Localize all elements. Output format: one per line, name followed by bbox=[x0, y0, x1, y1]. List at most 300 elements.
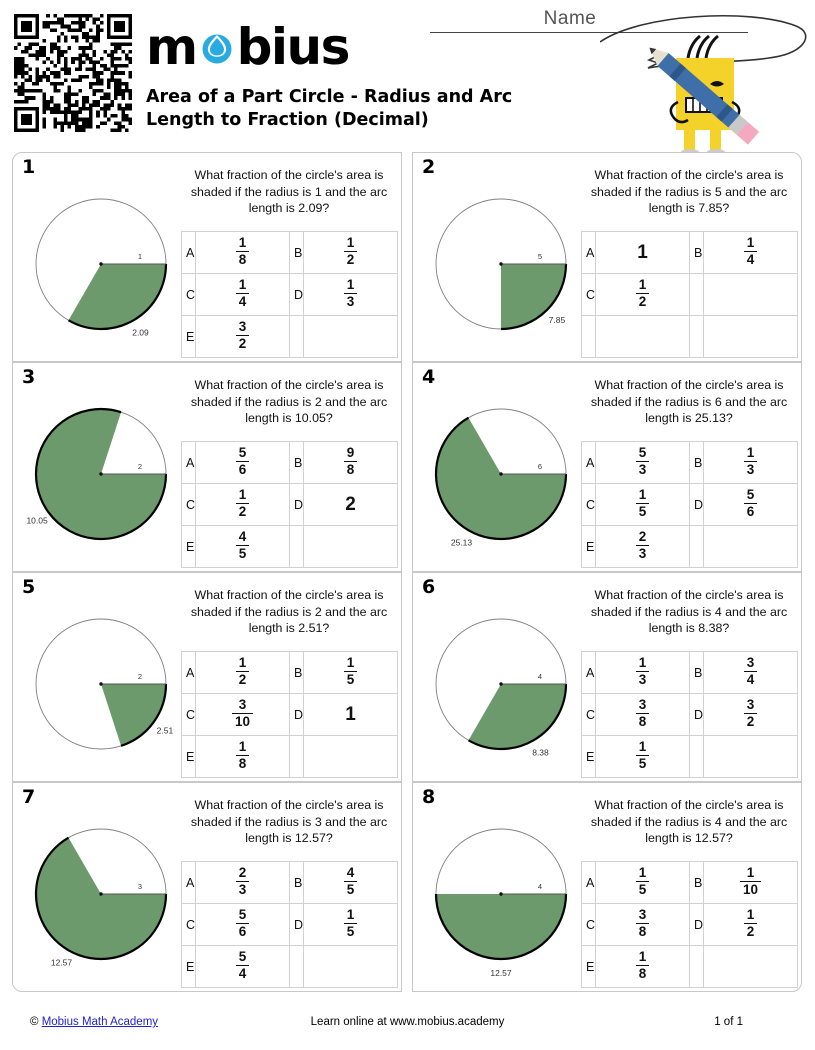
answer-value-fraction bbox=[236, 908, 250, 938]
svg-text:5: 5 bbox=[537, 252, 543, 261]
fraction-numerator: 1 bbox=[638, 277, 647, 293]
answer-option-value-C[interactable] bbox=[196, 904, 290, 946]
problem-number: 5 bbox=[22, 576, 36, 598]
answer-value-fraction bbox=[236, 446, 250, 476]
answer-value-fraction bbox=[636, 908, 650, 938]
answer-row bbox=[182, 274, 398, 316]
answer-option-value-A[interactable] bbox=[596, 442, 690, 484]
answer-value-fraction bbox=[636, 278, 650, 308]
fraction-numerator: 1 bbox=[746, 865, 755, 881]
answer-option-value-E[interactable] bbox=[596, 946, 690, 988]
answer-option-letter-D[interactable]: D bbox=[690, 694, 704, 736]
question-text: What fraction of the circle's area is shaded if the radius is 6 and the arc length is 25.13? bbox=[590, 378, 788, 425]
fraction-numerator: 3 bbox=[638, 697, 647, 713]
fraction-denominator: 8 bbox=[236, 251, 250, 267]
fraction-denominator: 2 bbox=[636, 293, 650, 309]
answer-value-fraction bbox=[236, 488, 250, 518]
problem-number: 7 bbox=[22, 786, 36, 808]
answer-row bbox=[182, 442, 398, 484]
fraction-denominator: 5 bbox=[636, 755, 650, 771]
fraction-denominator: 5 bbox=[344, 881, 358, 897]
circle-diagram bbox=[419, 169, 589, 355]
svg-text:12.57: 12.57 bbox=[50, 957, 73, 968]
answer-option-letter-D[interactable]: D bbox=[290, 904, 304, 946]
svg-text:4: 4 bbox=[537, 672, 543, 681]
circle-diagram bbox=[419, 589, 589, 775]
answer-option-empty-letter bbox=[290, 946, 304, 988]
fraction-numerator: 1 bbox=[746, 907, 755, 923]
answer-option-empty-letter bbox=[690, 316, 704, 358]
answer-option-letter-E[interactable]: E bbox=[182, 526, 196, 568]
answer-value-fraction bbox=[636, 950, 650, 980]
svg-text:3: 3 bbox=[137, 882, 143, 891]
problem-8 bbox=[412, 782, 802, 992]
answer-option-letter-B[interactable]: B bbox=[290, 232, 304, 274]
problem-number: 3 bbox=[22, 366, 36, 388]
answer-option-letter-C[interactable]: C bbox=[182, 694, 196, 736]
qr-code bbox=[14, 14, 132, 132]
answer-value-fraction bbox=[636, 656, 650, 686]
worksheet-header bbox=[0, 0, 815, 148]
answer-option-letter-B[interactable]: B bbox=[690, 652, 704, 694]
answer-option-empty-letter bbox=[582, 316, 596, 358]
answer-row bbox=[182, 316, 398, 358]
logo-text-before: m bbox=[146, 18, 197, 76]
answer-option-empty-value bbox=[704, 946, 798, 988]
problem-number: 2 bbox=[422, 156, 436, 178]
answer-options-table bbox=[581, 861, 798, 988]
answer-option-empty-value bbox=[304, 736, 398, 778]
answer-value-fraction bbox=[344, 908, 358, 938]
fraction-numerator: 4 bbox=[238, 529, 247, 545]
circle-diagram bbox=[19, 589, 189, 775]
answer-option-letter-A[interactable]: A bbox=[182, 652, 196, 694]
fraction-numerator: 1 bbox=[238, 277, 247, 293]
svg-text:10.05: 10.05 bbox=[26, 515, 48, 526]
answer-options-table bbox=[181, 861, 398, 988]
fraction-denominator: 2 bbox=[236, 335, 250, 351]
answer-value-whole: 2 bbox=[345, 493, 356, 515]
answer-option-empty-value bbox=[704, 736, 798, 778]
answer-row bbox=[182, 946, 398, 988]
question-text: What fraction of the circle's area is shaded if the radius is 4 and the arc length is 12.57? bbox=[590, 798, 788, 845]
answer-option-empty-letter bbox=[290, 736, 304, 778]
answer-option-value-C[interactable] bbox=[196, 274, 290, 316]
answer-option-letter-A[interactable]: A bbox=[582, 232, 596, 274]
fraction-numerator: 1 bbox=[638, 739, 647, 755]
fraction-numerator: 1 bbox=[746, 445, 755, 461]
answer-option-letter-D[interactable]: D bbox=[290, 484, 304, 526]
fraction-numerator: 1 bbox=[238, 487, 247, 503]
answer-value-fraction bbox=[636, 866, 650, 896]
answer-option-value-C[interactable] bbox=[596, 274, 690, 316]
fraction-denominator: 2 bbox=[236, 671, 250, 687]
answer-option-value-E[interactable] bbox=[196, 946, 290, 988]
fraction-numerator: 1 bbox=[238, 655, 247, 671]
answer-option-value-B[interactable] bbox=[704, 442, 798, 484]
answer-option-letter-C[interactable]: C bbox=[182, 274, 196, 316]
answer-option-empty-letter bbox=[690, 526, 704, 568]
answer-value-fraction bbox=[236, 866, 250, 896]
answer-option-letter-B[interactable]: B bbox=[690, 442, 704, 484]
fraction-denominator: 2 bbox=[236, 503, 250, 519]
fraction-denominator: 2 bbox=[744, 923, 758, 939]
fraction-numerator: 1 bbox=[638, 865, 647, 881]
svg-text:25.13: 25.13 bbox=[450, 537, 473, 548]
answer-option-empty-letter bbox=[690, 946, 704, 988]
fraction-numerator: 5 bbox=[238, 949, 247, 965]
fraction-denominator: 4 bbox=[236, 965, 250, 981]
answer-value-fraction bbox=[636, 740, 650, 770]
answer-value-fraction bbox=[344, 236, 358, 266]
answer-options-table bbox=[581, 651, 798, 778]
answer-row bbox=[582, 736, 798, 778]
answer-row bbox=[582, 694, 798, 736]
answer-option-empty-value bbox=[704, 316, 798, 358]
copyright-symbol: © bbox=[30, 1016, 39, 1028]
answer-option-letter-C[interactable]: C bbox=[582, 904, 596, 946]
answer-row bbox=[182, 862, 398, 904]
fraction-denominator: 4 bbox=[744, 671, 758, 687]
answer-option-empty-value bbox=[596, 316, 690, 358]
fraction-denominator: 3 bbox=[344, 293, 358, 309]
answer-option-letter-A[interactable]: A bbox=[582, 652, 596, 694]
problem-2 bbox=[412, 152, 802, 362]
fraction-numerator: 1 bbox=[346, 235, 355, 251]
answer-row bbox=[582, 904, 798, 946]
problem-number: 1 bbox=[22, 156, 36, 178]
problem-7 bbox=[12, 782, 402, 992]
fraction-denominator: 2 bbox=[344, 251, 358, 267]
problem-number: 4 bbox=[422, 366, 436, 388]
answer-value-whole: 1 bbox=[345, 703, 356, 725]
fraction-denominator: 10 bbox=[232, 713, 253, 729]
page-indicator: 1 of 1 bbox=[714, 1016, 743, 1028]
fraction-denominator: 6 bbox=[236, 923, 250, 939]
answer-option-empty-value bbox=[304, 316, 398, 358]
question-text: What fraction of the circle's area is shaded if the radius is 2 and the arc length is 10.05? bbox=[190, 378, 388, 425]
problem-3 bbox=[12, 362, 402, 572]
fraction-denominator: 5 bbox=[636, 881, 650, 897]
answer-row bbox=[182, 232, 398, 274]
answer-option-value-E[interactable] bbox=[196, 736, 290, 778]
answer-value-fraction bbox=[236, 656, 250, 686]
answer-row bbox=[182, 736, 398, 778]
answer-row bbox=[582, 946, 798, 988]
name-label: Name bbox=[543, 8, 597, 29]
problem-5 bbox=[12, 572, 402, 782]
answer-option-value-D[interactable] bbox=[304, 274, 398, 316]
answer-value-fraction bbox=[636, 446, 650, 476]
svg-text:12.57: 12.57 bbox=[490, 968, 512, 978]
answer-value-fraction bbox=[236, 530, 250, 560]
answer-row bbox=[182, 904, 398, 946]
answer-option-value-A[interactable] bbox=[596, 652, 690, 694]
page-footer bbox=[0, 1016, 815, 1036]
footer-learn-text: Learn online at www.mobius.academy bbox=[310, 1016, 505, 1028]
answer-value-fraction bbox=[344, 866, 358, 896]
question-text: What fraction of the circle's area is shaded if the radius is 5 and the arc length is 7.85? bbox=[590, 168, 788, 215]
answer-value-fraction bbox=[744, 908, 758, 938]
answer-options-table bbox=[181, 231, 398, 358]
answer-option-letter-A[interactable]: A bbox=[582, 862, 596, 904]
fraction-numerator: 2 bbox=[238, 865, 247, 881]
answer-option-letter-C[interactable]: C bbox=[182, 904, 196, 946]
answer-row bbox=[582, 232, 798, 274]
footer-copyright bbox=[30, 1016, 158, 1028]
answer-option-letter-A[interactable]: A bbox=[582, 442, 596, 484]
answer-value-fraction bbox=[636, 530, 650, 560]
answer-options-table bbox=[181, 441, 398, 568]
circle-diagram bbox=[419, 379, 589, 565]
fraction-denominator: 5 bbox=[236, 545, 250, 561]
fraction-denominator: 6 bbox=[744, 503, 758, 519]
answer-options-table bbox=[581, 441, 798, 568]
answer-option-empty-value bbox=[304, 946, 398, 988]
fraction-denominator: 5 bbox=[344, 923, 358, 939]
svg-text:8.38: 8.38 bbox=[532, 747, 549, 758]
answer-option-letter-E[interactable]: E bbox=[182, 946, 196, 988]
fraction-denominator: 6 bbox=[236, 461, 250, 477]
answer-option-value-A[interactable] bbox=[196, 652, 290, 694]
problem-1 bbox=[12, 152, 402, 362]
answer-option-letter-E[interactable]: E bbox=[582, 526, 596, 568]
answer-option-letter-C[interactable]: C bbox=[582, 274, 596, 316]
answer-options-table bbox=[581, 231, 798, 358]
answer-row bbox=[582, 274, 798, 316]
answer-row bbox=[582, 442, 798, 484]
answer-row bbox=[582, 484, 798, 526]
answer-option-value-D[interactable] bbox=[704, 694, 798, 736]
answer-option-value-C[interactable] bbox=[596, 484, 690, 526]
logo-text-after: bius bbox=[236, 18, 349, 76]
fraction-numerator: 5 bbox=[238, 907, 247, 923]
fraction-denominator: 3 bbox=[236, 881, 250, 897]
answer-value-fraction bbox=[744, 236, 758, 266]
fraction-denominator: 3 bbox=[636, 461, 650, 477]
fraction-numerator: 1 bbox=[638, 487, 647, 503]
fraction-denominator: 8 bbox=[236, 755, 250, 771]
fraction-numerator: 5 bbox=[638, 445, 647, 461]
answer-option-letter-A[interactable]: A bbox=[182, 232, 196, 274]
fraction-denominator: 5 bbox=[344, 671, 358, 687]
fraction-denominator: 3 bbox=[636, 545, 650, 561]
circle-diagram bbox=[19, 169, 189, 355]
answer-option-value-B[interactable] bbox=[304, 862, 398, 904]
answer-option-letter-E[interactable]: E bbox=[582, 946, 596, 988]
answer-value-fraction bbox=[744, 488, 758, 518]
answer-value-fraction bbox=[236, 950, 250, 980]
answer-value-fraction bbox=[744, 446, 758, 476]
answer-row bbox=[182, 652, 398, 694]
problem-4 bbox=[412, 362, 802, 572]
fraction-numerator: 1 bbox=[346, 907, 355, 923]
answer-option-value-E[interactable] bbox=[596, 526, 690, 568]
answer-option-value-D[interactable] bbox=[304, 904, 398, 946]
circle-diagram bbox=[19, 799, 189, 985]
answer-option-letter-E[interactable]: E bbox=[182, 316, 196, 358]
circle-diagram bbox=[19, 379, 189, 565]
question-text: What fraction of the circle's area is shaded if the radius is 4 and the arc length is 8.38? bbox=[590, 588, 788, 635]
answer-option-value-D[interactable] bbox=[704, 904, 798, 946]
answer-value-fraction bbox=[636, 698, 650, 728]
answer-row bbox=[182, 484, 398, 526]
fraction-denominator: 2 bbox=[744, 713, 758, 729]
fraction-numerator: 3 bbox=[238, 697, 247, 713]
answer-row bbox=[582, 526, 798, 568]
fraction-numerator: 1 bbox=[638, 949, 647, 965]
question-text: What fraction of the circle's area is shaded if the radius is 3 and the arc length is 12.57? bbox=[190, 798, 388, 845]
answer-option-value-D[interactable] bbox=[704, 484, 798, 526]
fraction-numerator: 1 bbox=[346, 277, 355, 293]
answer-value-fraction bbox=[344, 446, 358, 476]
fraction-numerator: 5 bbox=[746, 487, 755, 503]
answer-value-fraction bbox=[232, 698, 253, 728]
answer-option-value-E[interactable] bbox=[596, 736, 690, 778]
circle-diagram bbox=[419, 799, 589, 985]
answer-option-empty-value bbox=[704, 526, 798, 568]
answer-option-letter-D[interactable]: D bbox=[290, 274, 304, 316]
svg-text:2.09: 2.09 bbox=[132, 327, 149, 338]
fraction-numerator: 3 bbox=[746, 655, 755, 671]
answer-value-fraction bbox=[744, 698, 758, 728]
answer-option-value-D[interactable] bbox=[304, 484, 398, 526]
mobius-math-academy-link[interactable]: Mobius Math Academy bbox=[41, 1016, 159, 1028]
fraction-denominator: 8 bbox=[344, 461, 358, 477]
answer-option-value-D[interactable] bbox=[304, 694, 398, 736]
svg-text:4: 4 bbox=[537, 882, 543, 891]
problem-number: 6 bbox=[422, 576, 436, 598]
answer-value-fraction bbox=[236, 320, 250, 350]
fraction-denominator: 8 bbox=[636, 923, 650, 939]
fraction-denominator: 3 bbox=[636, 671, 650, 687]
fraction-denominator: 3 bbox=[744, 461, 758, 477]
answer-option-empty-letter bbox=[690, 274, 704, 316]
answer-option-value-B[interactable] bbox=[304, 442, 398, 484]
answer-option-empty-value bbox=[304, 526, 398, 568]
answer-option-letter-C[interactable]: C bbox=[582, 484, 596, 526]
answer-option-value-A[interactable] bbox=[196, 232, 290, 274]
page-title: Area of a Part Circle - Radius and Arc Length to Fraction (Decimal) bbox=[146, 87, 513, 131]
fraction-numerator: 1 bbox=[746, 235, 755, 251]
answer-option-letter-B[interactable]: B bbox=[290, 862, 304, 904]
answer-value-fraction bbox=[740, 866, 761, 896]
answer-option-value-E[interactable] bbox=[196, 526, 290, 568]
answer-value-fraction bbox=[744, 656, 758, 686]
answer-option-value-E[interactable] bbox=[196, 316, 290, 358]
logo-wordmark bbox=[146, 18, 349, 76]
answer-option-value-B[interactable] bbox=[304, 652, 398, 694]
problem-grid bbox=[12, 152, 802, 992]
answer-row bbox=[582, 652, 798, 694]
question-text: What fraction of the circle's area is shaded if the radius is 1 and the arc length is 2.09? bbox=[190, 168, 388, 215]
problem-number: 8 bbox=[422, 786, 436, 808]
answer-value-whole: 1 bbox=[637, 241, 648, 263]
answer-value-fraction bbox=[236, 278, 250, 308]
answer-option-letter-A[interactable]: A bbox=[182, 862, 196, 904]
svg-text:2: 2 bbox=[137, 672, 143, 681]
answer-option-value-A[interactable] bbox=[596, 862, 690, 904]
answer-row bbox=[182, 694, 398, 736]
fraction-numerator: 3 bbox=[746, 697, 755, 713]
svg-text:7.85: 7.85 bbox=[548, 314, 566, 325]
question-text: What fraction of the circle's area is shaded if the radius is 2 and the arc length is 2.51? bbox=[190, 588, 388, 635]
answer-option-value-C[interactable] bbox=[196, 694, 290, 736]
answer-option-empty-letter bbox=[290, 526, 304, 568]
answer-option-letter-A[interactable]: A bbox=[182, 442, 196, 484]
answer-option-value-A[interactable] bbox=[196, 862, 290, 904]
fraction-denominator: 5 bbox=[636, 503, 650, 519]
answer-value-fraction bbox=[344, 656, 358, 686]
answer-option-value-B[interactable] bbox=[304, 232, 398, 274]
answer-option-letter-B[interactable]: B bbox=[690, 862, 704, 904]
answer-option-empty-letter bbox=[690, 736, 704, 778]
svg-text:6: 6 bbox=[537, 462, 543, 471]
fraction-numerator: 1 bbox=[238, 739, 247, 755]
answer-option-empty-value bbox=[704, 274, 798, 316]
answer-option-letter-C[interactable]: C bbox=[182, 484, 196, 526]
answer-option-value-C[interactable] bbox=[596, 904, 690, 946]
answer-row bbox=[182, 526, 398, 568]
fraction-numerator: 5 bbox=[238, 445, 247, 461]
answer-option-letter-E[interactable]: E bbox=[182, 736, 196, 778]
answer-option-empty-letter bbox=[290, 316, 304, 358]
answer-option-letter-B[interactable]: B bbox=[290, 652, 304, 694]
logo-droplet-icon bbox=[198, 28, 236, 66]
answer-option-letter-B[interactable]: B bbox=[290, 442, 304, 484]
answer-option-value-C[interactable] bbox=[596, 694, 690, 736]
svg-text:2: 2 bbox=[137, 462, 143, 471]
fraction-numerator: 4 bbox=[346, 865, 355, 881]
fraction-denominator: 4 bbox=[744, 251, 758, 267]
answer-row bbox=[582, 316, 798, 358]
fraction-numerator: 1 bbox=[238, 235, 247, 251]
answer-value-fraction bbox=[636, 488, 650, 518]
fraction-denominator: 10 bbox=[740, 881, 761, 897]
answer-option-value-A[interactable] bbox=[196, 442, 290, 484]
fraction-numerator: 1 bbox=[346, 655, 355, 671]
answer-option-letter-D[interactable]: D bbox=[690, 904, 704, 946]
answer-option-value-B[interactable] bbox=[704, 862, 798, 904]
answer-value-fraction bbox=[344, 278, 358, 308]
answer-option-letter-C[interactable]: C bbox=[582, 694, 596, 736]
answer-row bbox=[582, 862, 798, 904]
answer-option-letter-D[interactable]: D bbox=[690, 484, 704, 526]
fraction-numerator: 2 bbox=[638, 529, 647, 545]
answer-option-value-C[interactable] bbox=[196, 484, 290, 526]
fraction-numerator: 3 bbox=[638, 907, 647, 923]
fraction-numerator: 1 bbox=[638, 655, 647, 671]
answer-option-value-B[interactable] bbox=[704, 232, 798, 274]
fraction-denominator: 4 bbox=[236, 293, 250, 309]
answer-option-letter-E[interactable]: E bbox=[582, 736, 596, 778]
fraction-numerator: 9 bbox=[346, 445, 355, 461]
brand-block bbox=[146, 16, 586, 132]
answer-value-fraction bbox=[236, 236, 250, 266]
mascot-illustration bbox=[600, 6, 815, 154]
svg-text:2.51: 2.51 bbox=[156, 725, 174, 736]
answer-value-fraction bbox=[236, 740, 250, 770]
fraction-denominator: 8 bbox=[636, 965, 650, 981]
answer-option-value-B[interactable] bbox=[704, 652, 798, 694]
answer-option-value-A[interactable] bbox=[596, 232, 690, 274]
answer-options-table bbox=[181, 651, 398, 778]
answer-option-letter-B[interactable]: B bbox=[690, 232, 704, 274]
fraction-numerator: 3 bbox=[238, 319, 247, 335]
answer-option-letter-D[interactable]: D bbox=[290, 694, 304, 736]
svg-text:1: 1 bbox=[137, 252, 143, 261]
fraction-denominator: 8 bbox=[636, 713, 650, 729]
